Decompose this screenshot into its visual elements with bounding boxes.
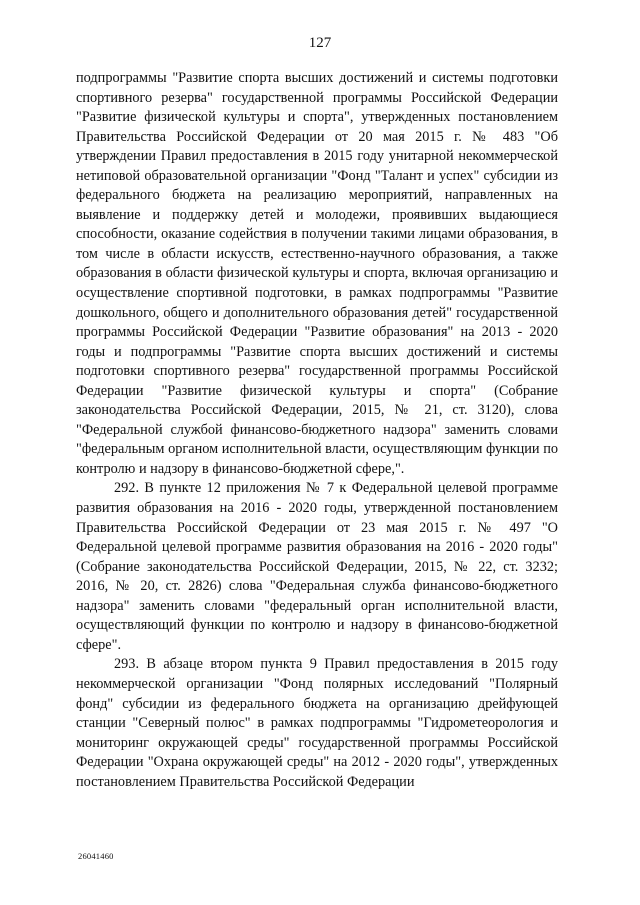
document-code: 26041460 xyxy=(78,851,114,861)
paragraph-292: 292. В пункте 12 приложения № 7 к Федеральной целевой программе развития образования на 2016 - 2020 годы, утвержденной постановлением Правительства Российской Федерации от 23 мая 2015 г. № 497 "О Федеральной целевой программе развития образования на 2016 - 2020 годы" (Собрание законодательства Российской Федерации, 2015, № 22, ст. 3232; 2016, № 20, ст. 2826) слова "Федеральная служба финансово-бюджетного надзора" заменить словами "федеральный орган исполнительной власти, осуществляющий функции по контролю и надзору в финансово-бюджетной сфере". xyxy=(76,480,558,653)
paragraph-continuation: подпрограммы "Развитие спорта высших достижений и системы подготовки спортивного резерва" государственной программы Российской Федерации "Развитие физической культуры и спорта", утвержденных постановлением Правительства Российской Федерации от 20 мая 2015 г. № 483 "Об утверждении Правил предоставления в 2015 году унитарной некоммерческой нетиповой образовательной организации "Фонд "Талант и успех" субсидии из федерального бюджета на реализацию мероприятий, направленных на выявление и поддержку детей и молодежи, проявивших выдающиеся способности, оказание содействия в получении такими лицами образования, в том числе в области искусств, естественно-научного образования, а также образования в области физической культуры и спорта, включая организацию и осуществление спортивной подготовки, в рамках подпрограммы "Развитие дошкольного, общего и дополнительного образования детей" государственной программы Российской Федерации "Развитие образования" на 2013 - 2020 годы и подпрограммы "Развитие спорта высших достижений и системы подготовки спортивного резерва" государственной программы Российской Федерации "Развитие физической культуры и спорта" (Собрание законодательства Российской Федерации, 2015, № 21, ст. 3120), слова "Федеральной службой финансово-бюджетного надзора" заменить словами "федеральным органом исполнительной власти, осуществляющим функции по контролю и надзору в финансово-бюджетной сфере,". xyxy=(76,70,558,477)
document-body xyxy=(76,69,558,792)
page-number: 127 xyxy=(308,35,332,51)
paragraph-293: 293. В абзаце втором пункта 9 Правил предоставления в 2015 году некоммерческой организации "Фонд полярных исследований "Полярный фонд" субсидии из федерального бюджета на организацию дрейфующей станции "Северный полюс" в рамках подпрограммы "Гидрометеорология и мониторинг окружающей среды" государственной программы Российской Федерации "Охрана окружающей среды" на 2012 - 2020 годы", утвержденных постановлением Правительства Российской Федерации xyxy=(76,656,558,790)
